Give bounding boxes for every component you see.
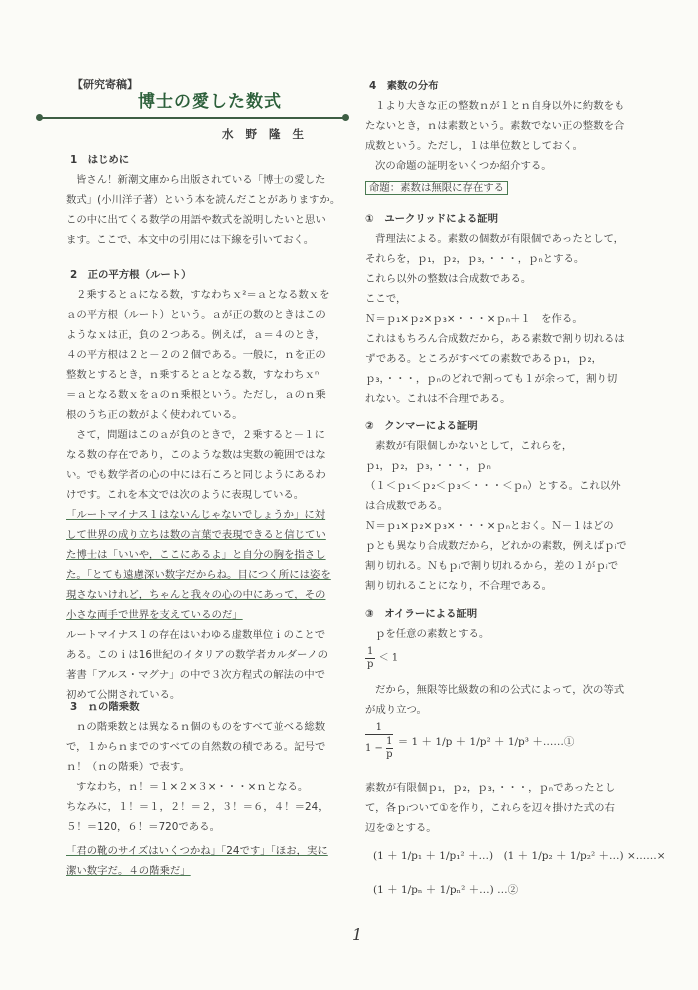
text-line: ｐ₁，ｐ₂，ｐ₃，・・・，ｐₙ	[365, 460, 491, 472]
text-line: 皆さん！新潮文庫から出版されている「博士の愛した	[76, 174, 326, 186]
rule-dot-right	[342, 114, 349, 121]
text-line: 整数とするとき，ｎ乗するとａとなる数，すなわちｘⁿ	[66, 369, 320, 381]
fraction-denominator: p	[367, 659, 374, 670]
text-line: 著書「アルス・マグナ」の中で３次方程式の解法の中で	[66, 669, 326, 681]
rule-dot-left	[36, 114, 43, 121]
sqrt-paragraph	[66, 285, 331, 705]
proof-heading-kummer: ② クンマーによる証明	[365, 420, 478, 432]
text-line: Ｎ＝ｐ₁×ｐ₂×ｐ₃×・・・×ｐₙとおく。Ｎ－１はどの	[365, 520, 614, 532]
text-line: 成数という。ただし，１は単位数としておく。	[365, 140, 583, 152]
section-heading-intro: 1 はじめに	[70, 154, 130, 166]
text-line: 初めて公開されている。	[66, 689, 181, 701]
text-line: けです。これを本文では次のように表現している。	[66, 489, 305, 501]
fraction-numerator: 1	[367, 646, 374, 657]
text-line: １より大きな正の整数ｎが１とｎ自身以外に約数をも	[375, 100, 625, 112]
text-line: 辺を②とする。	[365, 822, 437, 834]
text-line: が成り立つ。	[365, 704, 427, 716]
text-line: て，各ｐᵢついて①を作り，これらを辺々掛けた式の右	[365, 802, 615, 814]
proof-heading-euclid: ① ユークリッドによる証明	[365, 213, 499, 225]
text-line: ずである。ところがすべての素数であるｐ₁，ｐ₂，	[365, 353, 603, 365]
text-line: ルートマイナス１の存在はいわゆる虚数単位ｉのことで	[66, 629, 326, 641]
text-line: Ｎ＝ｐ₁×ｐ₂×ｐ₃×・・・×ｐₙ＋１ を作る。	[365, 313, 583, 325]
product-formula-2: (1 ＋ 1/pₙ ＋ 1/pₙ² ＋…) …②	[373, 884, 519, 896]
text-line: さて，問題はこのａが負のときで，２乗すると－１に	[76, 429, 325, 441]
text-line: （１＜ｐ₁＜ｐ₂＜ｐ₃＜・・・＜ｐₙ）とする。これ以外	[365, 480, 621, 492]
text-line: これら以外の整数は合成数である。	[365, 273, 532, 285]
quote-line: 現さないけれど，ちゃんと我々の心の中にあって，その	[66, 589, 326, 601]
title-rule	[40, 117, 345, 119]
text-line: ＝ａとなる数ｘをａのｎ乗根という。ただし，ａのｎ乗	[66, 389, 326, 401]
product-formula-1: (1 ＋ 1/p₁ ＋ 1/p₁² ＋…) (1 ＋ 1/p₂ ＋ 1/p₂² ＋…) ×……×	[373, 850, 666, 862]
quote-line: た博士は「いいや，ここにあるよ」と自分の胸を指さし	[66, 549, 326, 561]
text-line: ｐとも異なり合成数だから，どれかの素数，例えばｐᵢで	[365, 540, 627, 552]
text-line: 割り切れることになり，不合理である。	[365, 580, 553, 592]
text-line: ａの平方根（ルート）という。ａが正の数のときはこの	[66, 309, 326, 321]
text-line: は合成数である。	[365, 500, 449, 512]
text-line: だから，無限等比級数の和の公式によって，次の等式	[375, 684, 625, 696]
euler-paragraph-2	[365, 778, 615, 838]
proposition-box: 命題：素数は無限に存在する	[365, 181, 508, 195]
text-line: ある。このｉは16世紀のイタリアの数学者カルダーノの	[66, 649, 328, 661]
text-line: 素数が有限個ｐ₁，ｐ₂，ｐ₃，・・・，ｐₙであったとし	[365, 782, 616, 794]
category-label: 【研究寄稿】	[72, 78, 138, 91]
text-line: すなわち，ｎ！＝１×２×３×・・・×ｎとなる。	[76, 781, 309, 793]
kummer-paragraph	[365, 436, 627, 596]
text-line: ここで，	[365, 293, 407, 305]
text-line: ｎの階乗数とは異なるｎ個のものをすべて並べる総数	[76, 721, 326, 733]
article-title: 博士の愛した数式	[138, 92, 282, 112]
text-line: 割り切れる。Ｎもｐᵢで割り切れるから，差の１がｐᵢで	[365, 560, 619, 572]
section-heading-factorial: 3 ｎの階乗数	[70, 701, 140, 713]
inequality	[365, 646, 398, 671]
text-line: たないとき，ｎは素数という。素数でない正の整数を合	[365, 120, 625, 132]
euler-paragraph	[365, 680, 624, 720]
text-line: ２乗するとａになる数，すなわちｘ²＝ａとなる数ｘを	[76, 289, 330, 301]
quote-line: た。｢とても遠慮深い数字だからね。目につく所には姿を	[66, 569, 331, 581]
text-line: 数式」(小川洋子著）という本を読んだことがありますか。	[66, 194, 341, 206]
quote-line: 「ルートマイナス１はないんじゃないでしょうか」に対	[66, 509, 326, 521]
text-line: ｐ₃，・・・，ｐₙのどれで割っても１が余って，割り切	[365, 373, 618, 385]
section-heading-sqrt: 2 正の平方根（ルート）	[70, 269, 192, 281]
text-line: れない。これは不合理である。	[365, 393, 511, 405]
text-line: それらを，ｐ₁，ｐ₂，ｐ₃，・・・，ｐₙとする。	[365, 253, 585, 265]
factorial-paragraph	[66, 717, 329, 881]
text-line: ５！＝120，６！＝720である。	[66, 821, 220, 833]
quote-line: して世界の成り立ちは数の言葉で表現できると信じてい	[66, 529, 326, 541]
euclid-paragraph	[365, 229, 625, 409]
proof-heading-euler: ③ オイラーによる証明	[365, 608, 478, 620]
quote-line: 「君の靴のサイズはいくつかね」｢24です｣「ほお，実に	[66, 845, 328, 857]
text-line: これはもちろん合成数だから，ある素数で割り切れるは	[365, 333, 625, 345]
quote-line: 潔い数字だ。４の階乗だ」	[66, 865, 191, 877]
text-line: なる数の存在であり，このような数は実数の範囲ではな	[66, 449, 326, 461]
text-line: ４の平方根は２と－２の２個である。一般に，ｎを正の	[66, 349, 326, 361]
primes-paragraph	[365, 96, 624, 198]
text-line: ｐを任意の素数とする。	[375, 628, 490, 640]
section-heading-primes: 4 素数の分布	[369, 80, 439, 92]
text-line: 素数が有限個しかないとして，これらを，	[375, 440, 573, 452]
page-number: 1	[352, 925, 363, 944]
series-expression: ＝ 1 ＋ 1/p ＋ 1/p² ＋ 1/p³ ＋……①	[397, 735, 575, 748]
text-line: 次の命題の証明をいくつか紹介する。	[375, 160, 552, 172]
text-line: ちなみに，１！＝１，２！＝２，３！＝６，４！＝24，	[66, 801, 329, 813]
quote-line: 小さな両手で世界を支えているのだ」	[66, 609, 243, 621]
text-line: この中に出てくる数学の用語や数式を説明したいと思い	[66, 214, 326, 226]
text-line: ます。ここで、本文中の引用には下線を引いておく。	[66, 234, 315, 246]
intro-paragraph	[66, 170, 340, 250]
text-line: い。でも数学者の心の中には石ころと同じようにあるわ	[66, 469, 326, 481]
series-formula: 1 1 − $\frac{1}{p}$ ＝ 1 ＋ 1/p ＋ 1/p² ＋ 1/p³ ＋……①	[365, 722, 575, 760]
text-line: 根のうち正の数がよく使われている。	[66, 409, 243, 421]
text-line: で，１からｎまでのすべての自然数の積である。記号で	[66, 741, 326, 753]
text-line: 背理法による。素数の個数が有限個であったとして，	[375, 233, 625, 245]
author-name: 水 野 隆 生	[222, 127, 309, 141]
text-line: ようなｘは正，負の２つある。例えば，ａ＝４のとき，	[66, 329, 326, 341]
inequality-rhs: ＜ 1	[378, 652, 399, 664]
text-line: ｎ！（ｎの階乗）で表す。	[66, 761, 190, 773]
